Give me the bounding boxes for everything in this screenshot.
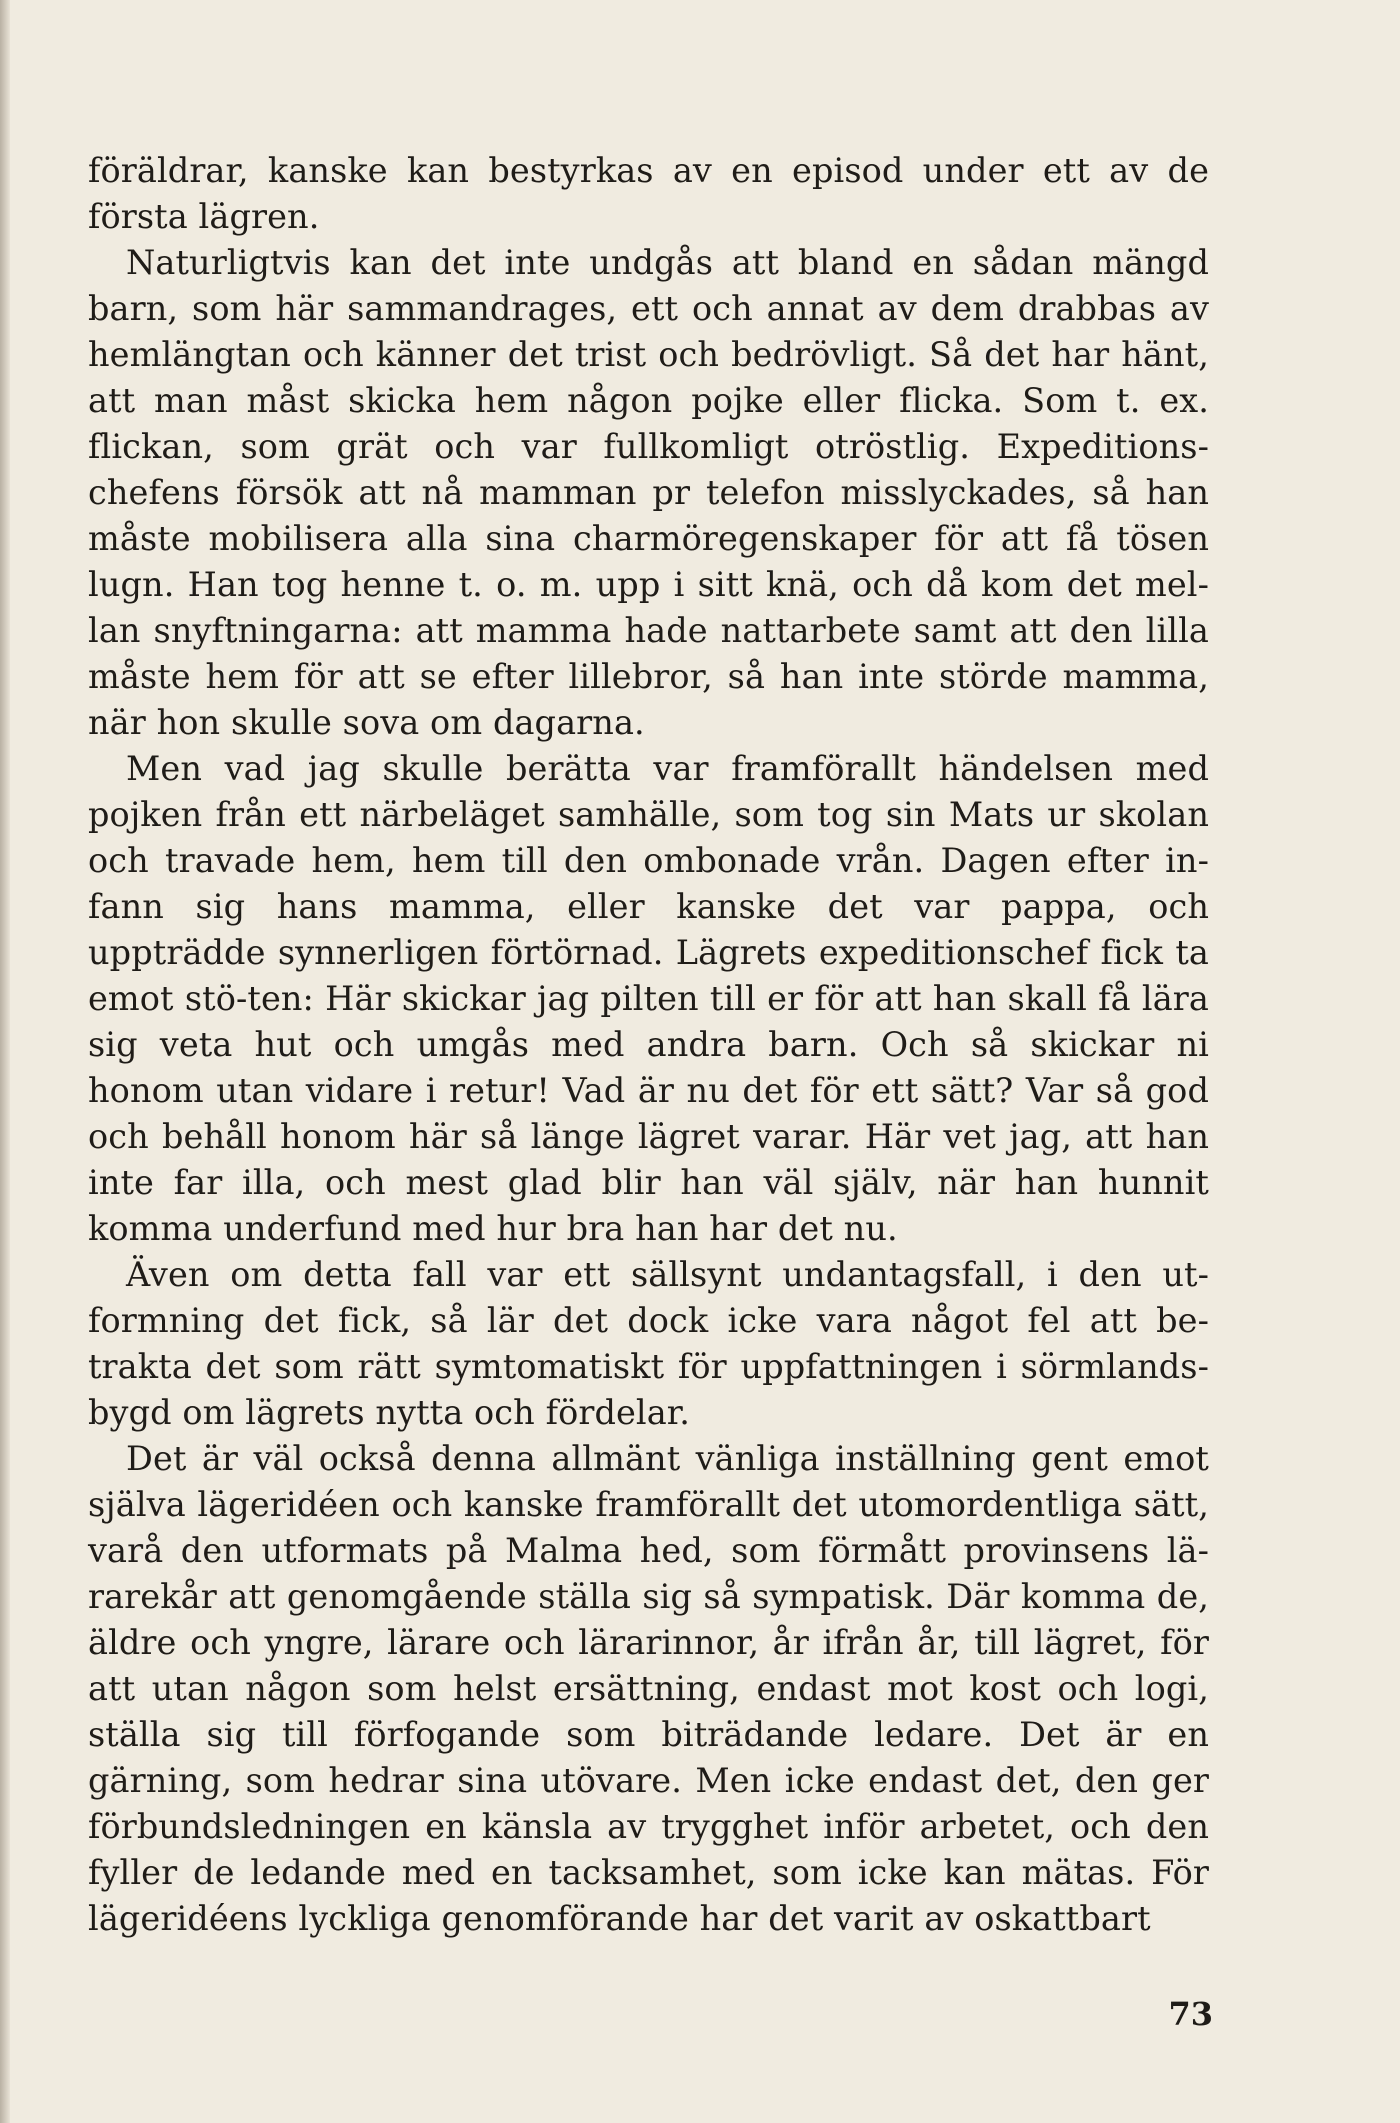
paragraph-2: Naturligtvis kan det inte undgås att bland en sådan mängd barn, som här sammandrages, ett och annat av dem drabbas av hemlängtan och känner det trist och bedrövligt. Så det har hänt, att man måst skicka hem någon pojke eller flicka. Som t. ex. flickan, som grät och var fullkomligt otröstlig. Expeditions-chefens försök att nå mamman pr telefon misslyckades, så han måste mobilisera alla sina charmöregenskaper för att få tösen lugn. Han tog henne t. o. m. upp i sitt knä, och då kom det mel-lan snyftningarna: att mamma hade nattarbete samt att den lilla måste hem för att se efter lillebror, så han inte störde mamma, när hon skulle sova om dagarna. bbox=[88, 243, 1209, 742]
page-edge bbox=[0, 0, 10, 2123]
paragraph-1: föräldrar, kanske kan bestyrkas av en episod under ett av de första lägren. bbox=[88, 151, 1209, 236]
paragraph-3: Men vad jag skulle berätta var framförallt händelsen med pojken från ett närbeläget samhälle, som tog sin Mats ur skolan och travade hem, hem till den ombonade vrån. Dagen efter in-fann sig hans mamma, eller kanske det var pappa, och uppträdde synnerligen förtörnad. Lägrets expeditionschef fick ta emot stö-ten: Här skickar jag pilten till er för att han skall få lära sig veta hut och umgås med andra barn. Och så skickar ni honom utan vidare i retur! Vad är nu det för ett sätt? Var så god och behåll honom här så länge lägret varar. Här vet jag, att han inte far illa, och mest glad blir han väl själv, när han hunnit komma underfund med hur bra han har det nu. bbox=[88, 749, 1209, 1248]
paragraph-4: Även om detta fall var ett sällsynt undantagsfall, i den ut-formning det fick, så lär det dock icke vara något fel att be-trakta det som rätt symtomatiskt för uppfattningen i sörmlands-bygd om lägrets nytta och fördelar. bbox=[88, 1255, 1209, 1432]
body-text bbox=[88, 148, 1209, 1942]
paragraph-5: Det är väl också denna allmänt vänliga inställning gent emot själva lägeridéen och kanske framförallt det utomordentliga sätt, varå den utformats på Malma hed, som förmått provinsens lä-rarekår att genomgående ställa sig så sympatisk. Där komma de, äldre och yngre, lärare och lärarinnor, år ifrån år, till lägret, för att utan någon som helst ersättning, endast mot kost och logi, ställa sig till förfogande som biträdande ledare. Det är en gärning, som hedrar sina utövare. Men icke endast det, den ger förbundsledningen en känsla av trygghet inför arbetet, och den fyller de ledande med en tacksamhet, som icke kan mätas. För lägeridéens lyckliga genomförande har det varit av oskattbart bbox=[88, 1439, 1209, 1938]
page-number: 73 bbox=[1168, 1995, 1213, 2033]
